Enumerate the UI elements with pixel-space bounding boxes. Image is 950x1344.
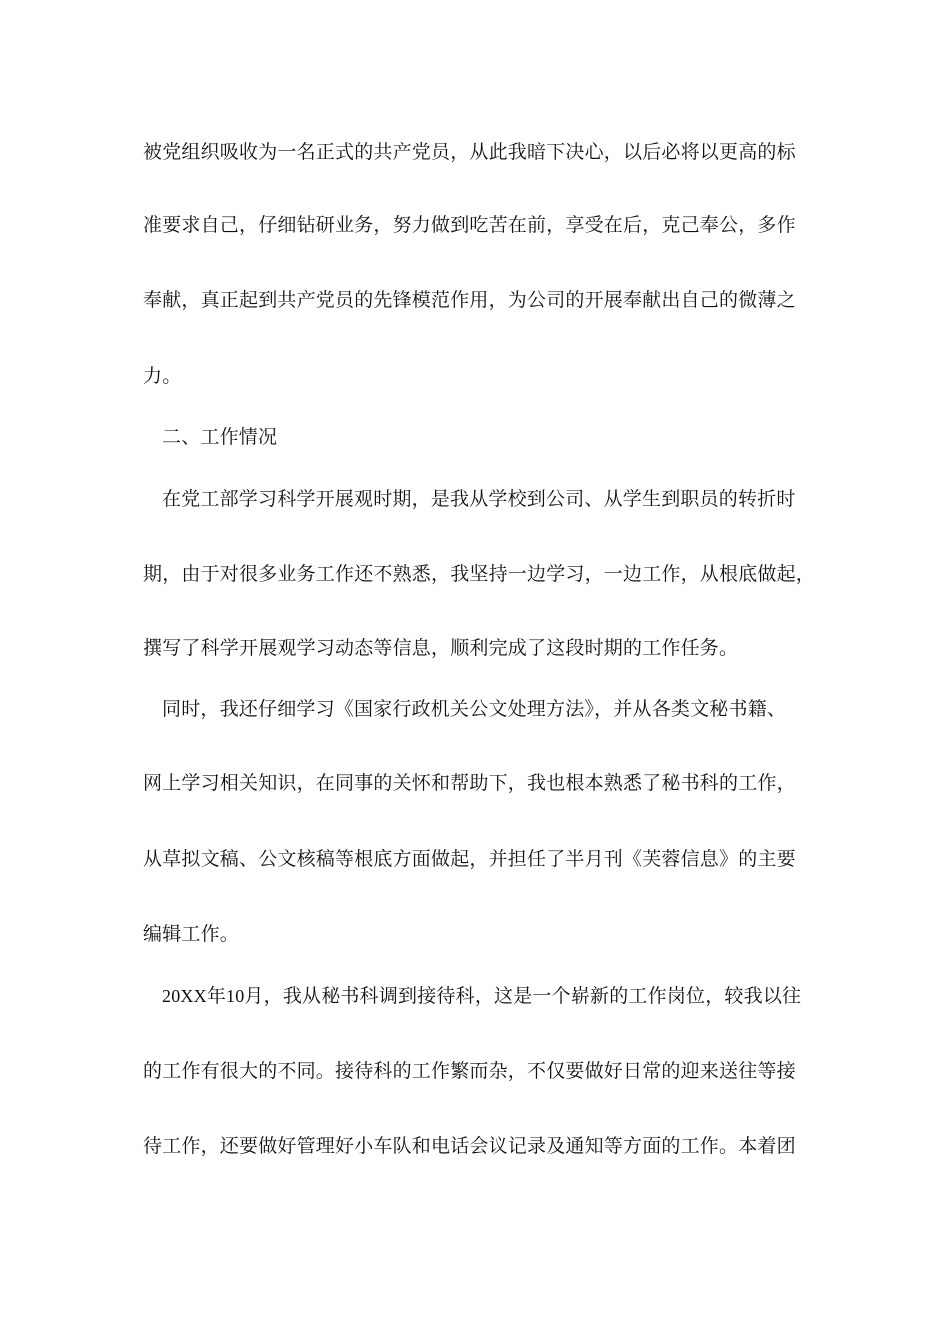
text-line: 待工作，还要做好管理好小车队和电话会议记录及通知等方面的工作。本着团 (143, 1135, 796, 1157)
text-line: 在党工部学习科学开展观时期，是我从学校到公司、从学生到职员的转折时 (162, 488, 796, 510)
text-line: 同时，我还仔细学习《国家行政机关公文处理方法》，并从各类文秘书籍、 (162, 698, 787, 720)
text-line: 的工作有很大的不同。接待科的工作繁而杂，不仅要做好日常的迎来送往等接 (143, 1060, 796, 1082)
text-line: 被党组织吸收为一名正式的共产党员，从此我暗下决心，以后必将以更高的标 (143, 141, 796, 163)
text-line: 网上学习相关知识，在同事的关怀和帮助下，我也根本熟悉了秘书科的工作， (143, 772, 796, 794)
text-line: 编辑工作。 (143, 923, 240, 945)
text-line: 从草拟文稿、公文核稿等根底方面做起，并担任了半月刊《芙蓉信息》的主要 (143, 848, 796, 870)
month-text: 10 (226, 986, 245, 1006)
section-heading: 二、工作情况 (162, 426, 278, 448)
text-segment: 年 (206, 985, 227, 1007)
text-line (162, 984, 801, 1008)
text-line: 准要求自己，仔细钻研业务，努力做到吃苦在前，享受在后，克己奉公，多作 (143, 214, 796, 236)
text-segment: 月，我从秘书科调到接待科，这是一个崭新的工作岗位，较我以往 (244, 985, 802, 1007)
text-line: 力。 (143, 365, 182, 387)
text-line: 奉献，真正起到共产党员的先锋模范作用，为公司的开展奉献出自己的微薄之 (143, 289, 796, 311)
year-text: 20XX (162, 986, 207, 1006)
text-line: 撰写了科学开展观学习动态等信息，顺利完成了这段时期的工作任务。 (143, 637, 739, 659)
text-line: 期，由于对很多业务工作还不熟悉，我坚持一边学习，一边工作，从根底做起， (143, 563, 816, 585)
